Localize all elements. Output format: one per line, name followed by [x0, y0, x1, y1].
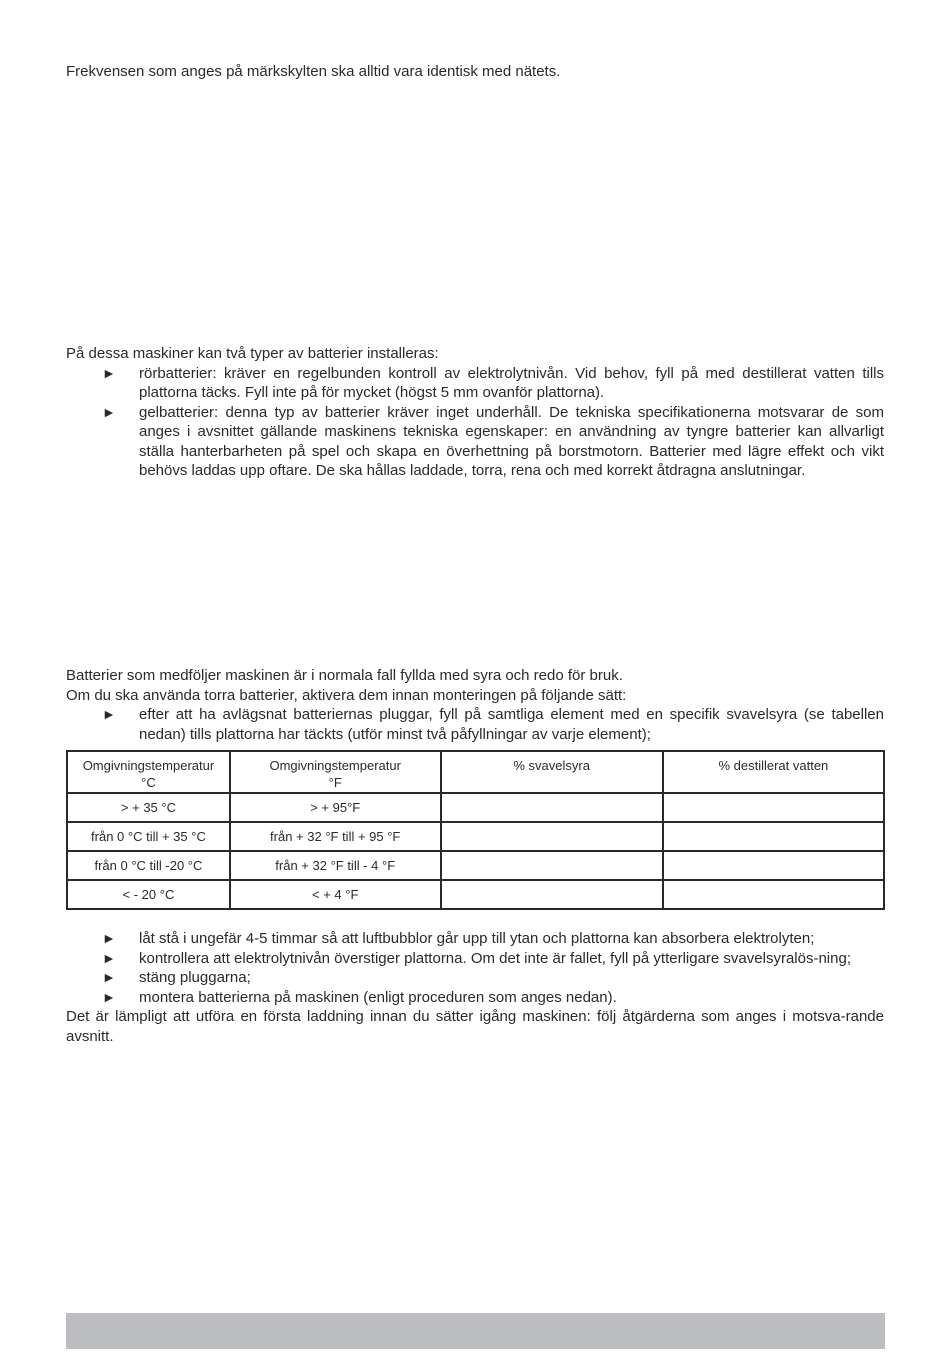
after-step-2: kontrollera att elektrolytnivån överstiger plattorna. Om det inte är fallet, fyll på ytterligare svavelsyralös-ning; — [139, 949, 851, 967]
after-step-1: låt stå i ungefär 4-5 timmar så att luftbubblor går upp till ytan och plattorna kan absorbera elektrolyten; — [139, 930, 815, 947]
table-cell — [441, 851, 663, 880]
table-cell: från 0 °C till + 35 °C — [67, 822, 230, 851]
table-cell — [441, 822, 663, 851]
header-sulfuric-acid: % svavelsyra — [441, 751, 663, 793]
table-cell: > + 95°F — [230, 793, 441, 822]
bullet-arrow-icon: ► — [102, 988, 116, 1005]
table-cell — [663, 793, 884, 822]
table-cell: > + 35 °C — [67, 793, 230, 822]
bullet-arrow-icon: ► — [102, 403, 116, 420]
bullet-arrow-icon: ► — [102, 930, 116, 946]
table-cell: från + 32 °F till - 4 °F — [230, 851, 441, 880]
after-step-3: stäng pluggarna; — [139, 969, 251, 986]
table-cell — [663, 851, 884, 880]
bullet-arrow-icon: ► — [102, 949, 116, 966]
frequency-note: Frekvensen som anges på märkskylten ska alltid vara identisk med nätets. — [66, 63, 561, 80]
list-item — [66, 705, 884, 744]
table-cell: från 0 °C till -20 °C — [67, 851, 230, 880]
gel-battery-text: gelbatterier: denna typ av batterier kräver inget underhåll. De tekniska specifikationerna motsvarar de som anges i avsnittet gällande maskinens tekniska egenskaper: en användning av tyngre batterier kan allvarligt ställa hanterbarheten på spel och skapa en överhettning på borstmotorn. Batterier med lägre effekt och vikt behövs laddas upp oftare. De ska hållas laddade, torra, rena och med korrekt åtdragna anslutningar. — [139, 403, 884, 479]
list-item — [66, 968, 884, 988]
after-steps-section — [66, 929, 884, 1046]
table-cell — [441, 793, 663, 822]
table-cell — [663, 880, 884, 909]
table-row — [67, 822, 884, 851]
list-item — [66, 929, 884, 949]
bullet-arrow-icon: ► — [102, 706, 116, 722]
battery-types-lead: På dessa maskiner kan två typer av batterier installeras: — [66, 345, 439, 362]
activation-section — [66, 666, 884, 744]
activation-line-2: Om du ska använda torra batterier, aktivera dem innan monteringen på följande sätt: — [66, 686, 627, 704]
table-cell: från + 32 °F till + 95 °F — [230, 822, 441, 851]
table-header-row — [67, 751, 884, 793]
table-row — [67, 880, 884, 909]
table-cell: < - 20 °C — [67, 880, 230, 909]
tube-battery-text: rörbatterier: kräver en regelbunden kontroll av elektrolytnivån. Vid behov, fyll på med destillerat vatten tills plattorna täcks. Fyll inte på för mycket (högst 5 mm ovanför plattorna). — [139, 364, 884, 401]
acid-mix-table — [66, 750, 885, 910]
table-cell: < + 4 °F — [230, 880, 441, 909]
list-item — [66, 988, 884, 1008]
list-item — [66, 403, 884, 481]
list-item — [66, 364, 884, 403]
table-row — [67, 851, 884, 880]
header-temp-c: Omgivningstemperatur °C — [67, 751, 230, 793]
bullet-arrow-icon: ► — [102, 364, 116, 381]
table-cell — [663, 822, 884, 851]
list-item — [66, 949, 884, 969]
footer-bar — [66, 1313, 885, 1349]
header-distilled-water: % destillerat vatten — [663, 751, 884, 793]
header-temp-f: Omgivningstemperatur °F — [230, 751, 441, 793]
closing-note: Det är lämpligt att utföra en första laddning innan du sätter igång maskinen: följ åtgärderna som anges i motsva-rande avsnitt. — [66, 1008, 884, 1045]
table-cell — [441, 880, 663, 909]
battery-types-section — [66, 344, 884, 481]
activation-step-1: efter att ha avlägsnat batteriernas pluggar, fyll på samtliga element med en specifik svavelsyra (se tabellen nedan) tills plattorna har täckts (utför minst två påfyllningar av varje element); — [139, 706, 884, 743]
activation-line-1: Batterier som medföljer maskinen är i normala fall fyllda med syra och redo för bruk. — [66, 667, 623, 684]
after-step-4: montera batterierna på maskinen (enligt proceduren som anges nedan). — [139, 988, 617, 1006]
bullet-arrow-icon: ► — [102, 969, 116, 985]
table-row — [67, 793, 884, 822]
